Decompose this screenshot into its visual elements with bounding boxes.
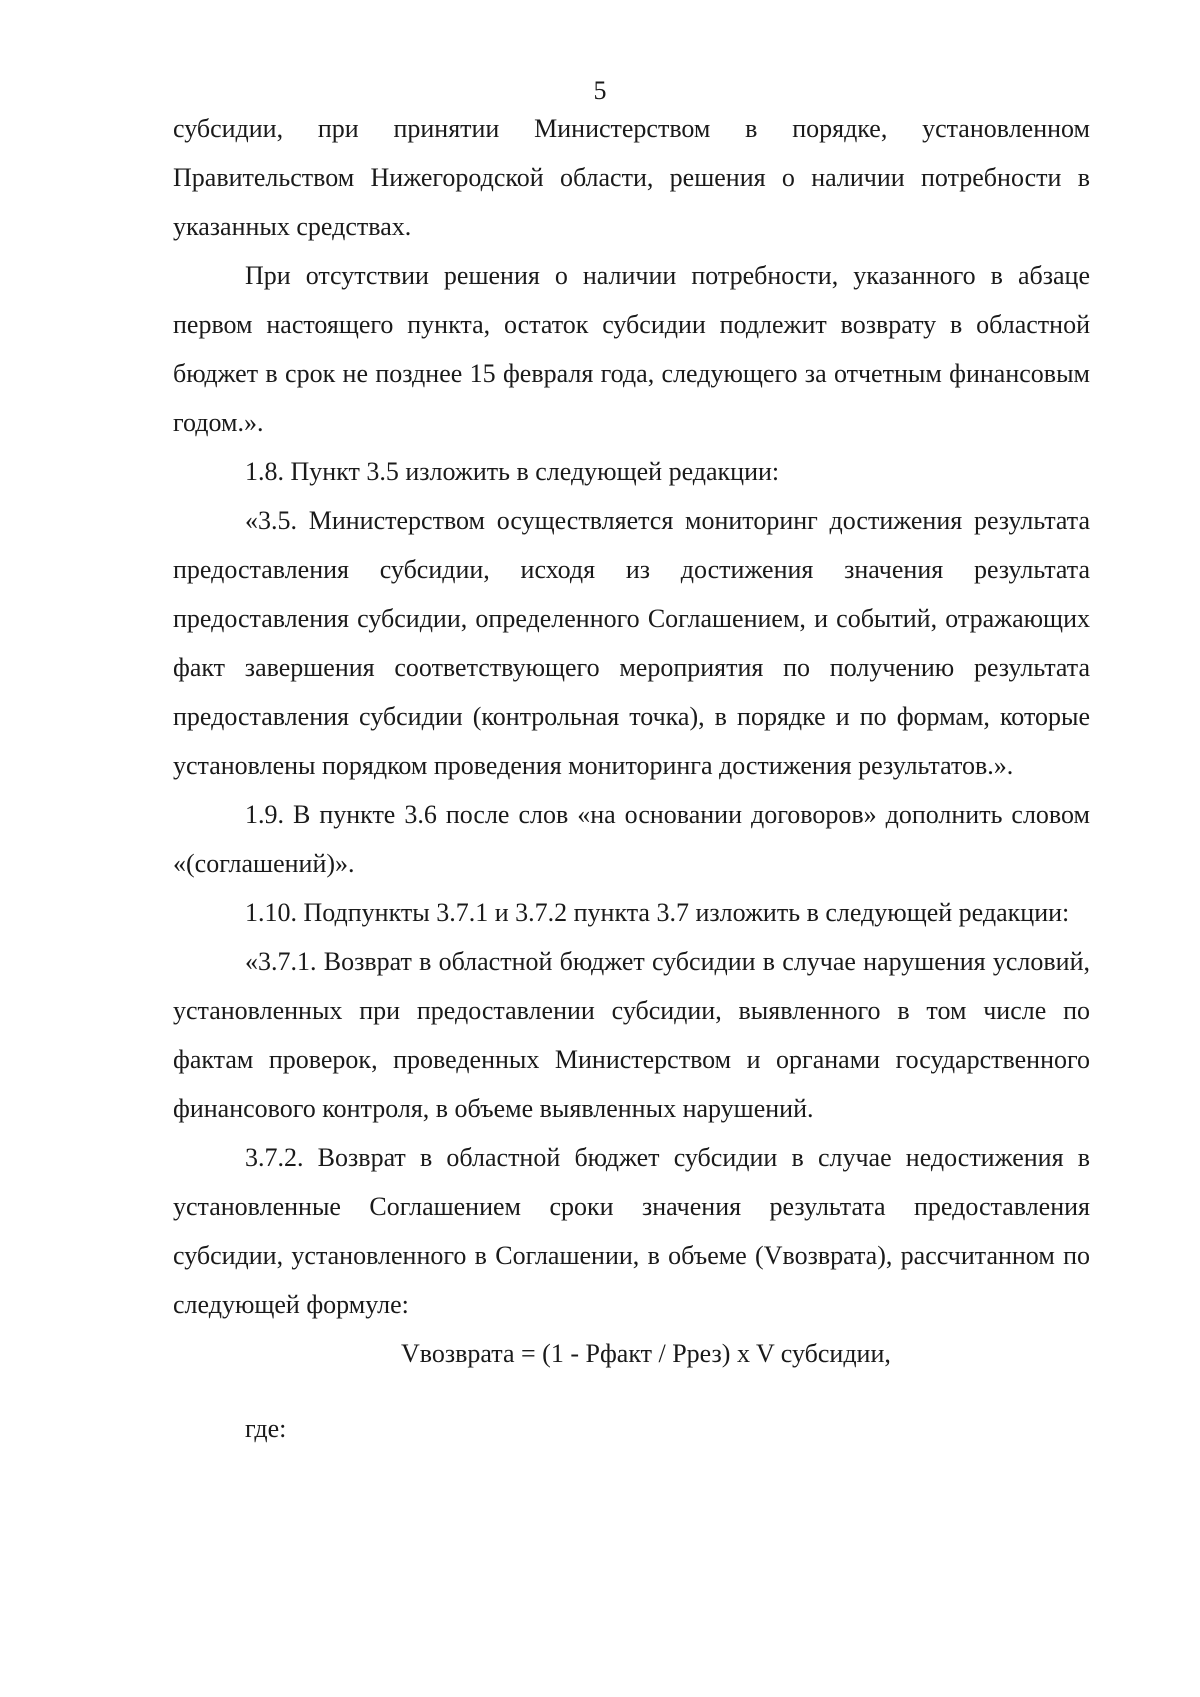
paragraph-2: При отсутствии решения о наличии потребности, указанного в абзаце первом настоящего пункта, остаток субсидии подлежит возврату в областной бюджет в срок не позднее 15 февраля года, следующего за отчетным финансовым годом.». (173, 261, 1090, 437)
page-number: 5 (593, 76, 607, 105)
paragraph-4: «3.5. Министерством осуществляется мониторинг достижения результата предоставления субсидии, исходя из достижения значения результата предоставления субсидии, определенного Соглашением, и событий, отражающих факт завершения соответствующего мероприятия по получению результата предоставления субсидии (контрольная точка), в порядке и по формам, которые установлены порядком проведения мониторинга достижения результатов.». (173, 506, 1090, 780)
paragraph-1: субсидии, при принятии Министерством в порядке, установленном Правительством Нижегородской области, решения о наличии потребности в указанных средствах. (173, 114, 1090, 241)
where-label: где: (245, 1414, 287, 1443)
paragraph-3: 1.8. Пункт 3.5 изложить в следующей редакции: (245, 457, 780, 486)
paragraph-8: 3.7.2. Возврат в областной бюджет субсидии в случае недостижения в установленные Соглашением сроки значения результата предоставления субсидии, установленного в Соглашении, в объеме (Vвозврата), рассчитанном по следующей формуле: (173, 1143, 1090, 1319)
paragraph-5: 1.9. В пункте 3.6 после слов «на основании договоров» дополнить словом «(соглашений)». (173, 800, 1090, 878)
paragraph-7: «3.7.1. Возврат в областной бюджет субсидии в случае нарушения условий, установленных при предоставлении субсидии, выявленного в том числе по фактам проверок, проведенных Министерством и органами государственного финансового контроля, в объеме выявленных нарушений. (173, 947, 1090, 1123)
return-formula: Vвозврата = (1 - Pфакт / Pрез) x V субсидии, (401, 1339, 891, 1368)
document-body (173, 104, 1090, 1453)
paragraph-6: 1.10. Подпункты 3.7.1 и 3.7.2 пункта 3.7 изложить в следующей редакции: (245, 898, 1070, 927)
